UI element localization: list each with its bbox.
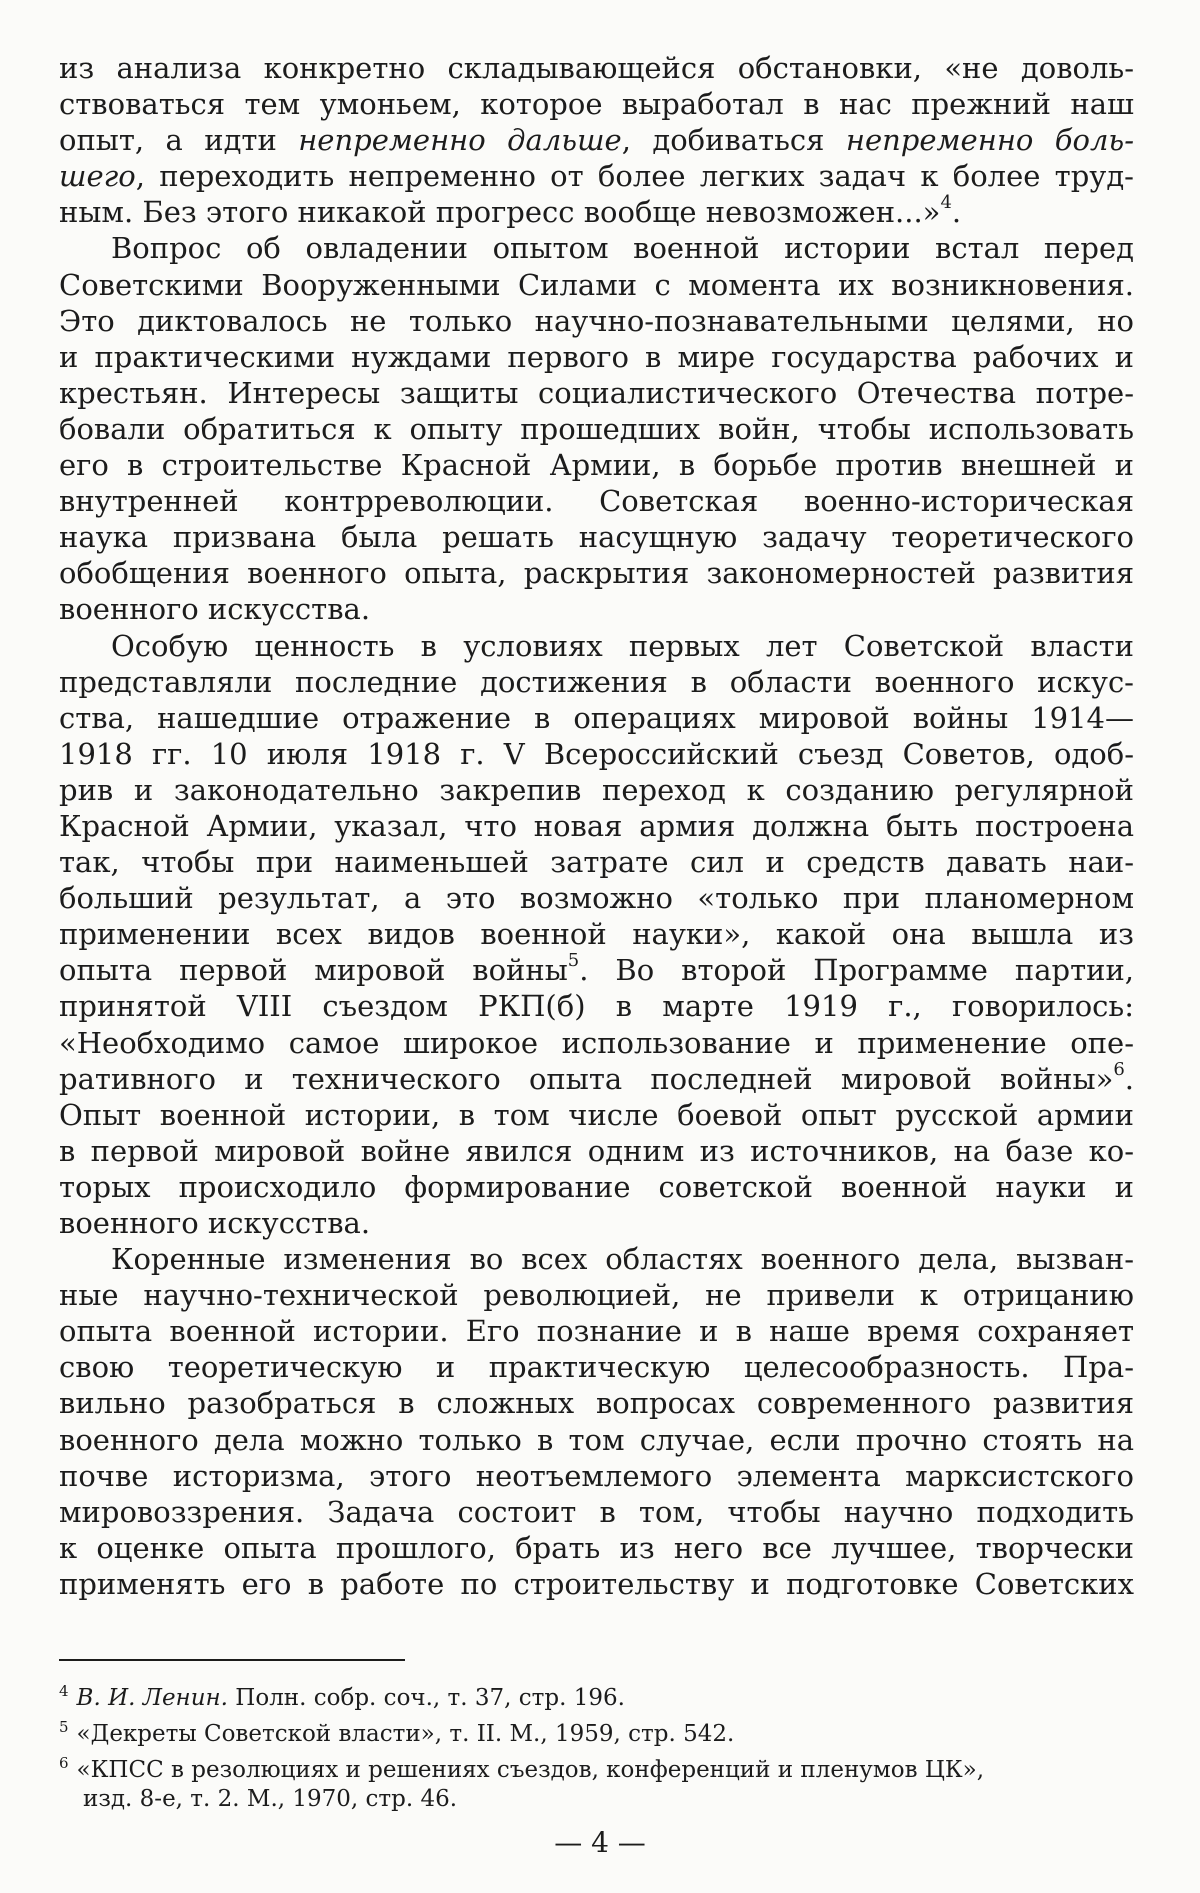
paragraph-start: Особую ценность в условиях первых лет Советской власти (111, 628, 1134, 663)
text-line: шего, переходить непременно от более легких задач к более труд- (59, 159, 1134, 194)
text-line: ным. Без этого никакой прогресс вообще невозможен...»$^4$. (59, 194, 962, 230)
footnote-ref: 6 (1113, 1060, 1125, 1080)
text-line: бовали обратиться к опыту прошедших войн, чтобы использовать (59, 411, 1134, 446)
footnote-divider (59, 1659, 405, 1661)
text-line: к оценке опыта прошлого, брать из него все лучшее, творчески (59, 1530, 1134, 1565)
text-line: так, чтобы при наименьшей затрате сил и средств давать наи- (59, 845, 1134, 880)
text-line: Это диктовалось не только научно-познавательными целями, но (59, 303, 1134, 338)
text-line: наука призвана была решать насущную задачу теоретического (59, 520, 1134, 555)
text-line: больший результат, а это возможно «только при планомерном (59, 881, 1134, 916)
footnote: $^6$ «КПСС в резолюциях и решениях съездов, конференций и пленумов ЦК», (59, 1754, 985, 1783)
text-line: применять его в работе по строительству и подготовке Советских (59, 1566, 1134, 1601)
text-line: ративного и технического опыта последней мировой войны»$^6$. (59, 1060, 1134, 1096)
footnote: $^5$ «Декреты Советской власти», т. II. М., 1959, стр. 542. (59, 1718, 735, 1747)
footnote-ref: 4 (940, 194, 952, 214)
text-line: принятой VIII съездом РКП(б) в марте 1919 г., говорилось: (59, 989, 1134, 1024)
footnote-ref: 5 (567, 952, 580, 972)
text-line: Советскими Вооруженными Силами с момента их возникновения. (59, 267, 1134, 302)
paragraph-start: Вопрос об овладении опытом военной истории встал перед (111, 231, 1134, 266)
text-line: рив и законодательно закрепив переход к созданию регулярной (59, 772, 1134, 807)
footnote-continuation: изд. 8-е, т. 2. М., 1970, стр. 46. (83, 1786, 458, 1812)
text-line: военного искусства. (59, 592, 371, 627)
page-number: — 4 — (554, 1826, 646, 1859)
text-line: представляли последние достижения в области военного искус- (59, 664, 1134, 699)
text-line: опыта военной истории. Его познание и в наше время сохраняет (59, 1314, 1134, 1349)
text-line: военного искусства. (59, 1206, 371, 1240)
text-line: применении всех видов военной науки», какой она вышла из (59, 917, 1134, 952)
text-line: опыт, а идти непременно дальше, добиваться непременно боль- (59, 123, 1134, 158)
text-line: обобщения военного опыта, раскрытия закономерностей развития (59, 556, 1134, 591)
text-line: крестьян. Интересы защиты социалистического Отечества потре- (59, 375, 1134, 410)
text-line: Опыт военной истории, в том числе боевой опыт русской армии (59, 1097, 1134, 1132)
paragraph-start: Коренные изменения во всех областях военного дела, вызван- (111, 1242, 1134, 1277)
text-line: его в строительстве Красной Армии, в борьбе против внешней и (59, 448, 1134, 483)
text-line: опыта первой мировой войны$^5$. Во второй Программе партии, (59, 952, 1134, 988)
text-line: и практическими нуждами первого в мире государства рабочих и (59, 339, 1134, 374)
text-line: в первой мировой войне явился одним из источников, на базе ко- (59, 1133, 1134, 1168)
text-line: 1918 гг. 10 июля 1918 г. V Всероссийский съезд Советов, одоб- (59, 736, 1134, 771)
text-line: «Необходимо самое широкое использование и применение опе- (59, 1025, 1134, 1060)
footnote: $^4$ В. И. Ленин. Полн. собр. соч., т. 37, стр. 196. (59, 1682, 625, 1711)
text-line: ные научно-технической революцией, не привели к отрицанию (59, 1278, 1134, 1313)
main-text (59, 50, 1134, 1602)
text-line: ства, нашедшие отражение в операциях мировой войны 1914— (59, 700, 1134, 735)
text-line: мировоззрения. Задача состоит в том, чтобы научно подходить (59, 1494, 1134, 1529)
text-line: свою теоретическую и практическую целесообразность. Пра- (59, 1350, 1134, 1385)
text-line: почве историзма, этого неотъемлемого элемента марксистского (59, 1458, 1134, 1493)
footnotes (59, 1677, 1134, 1814)
text-line: Красной Армии, указал, что новая армия должна быть построена (59, 808, 1134, 843)
text-line: торых происходило формирование советской военной науки и (59, 1169, 1134, 1204)
text-line: вильно разобраться в сложных вопросах современного развития (59, 1386, 1134, 1421)
text-line: внутренней контрреволюции. Советская военно-историческая (59, 484, 1134, 519)
text-line: ствоваться тем умоньем, которое выработал в нас прежний наш (59, 87, 1134, 122)
text-line: военного дела можно только в том случае, если прочно стоять на (59, 1422, 1134, 1457)
text-line: из анализа конкретно складывающейся обстановки, «не доволь- (59, 51, 1134, 85)
